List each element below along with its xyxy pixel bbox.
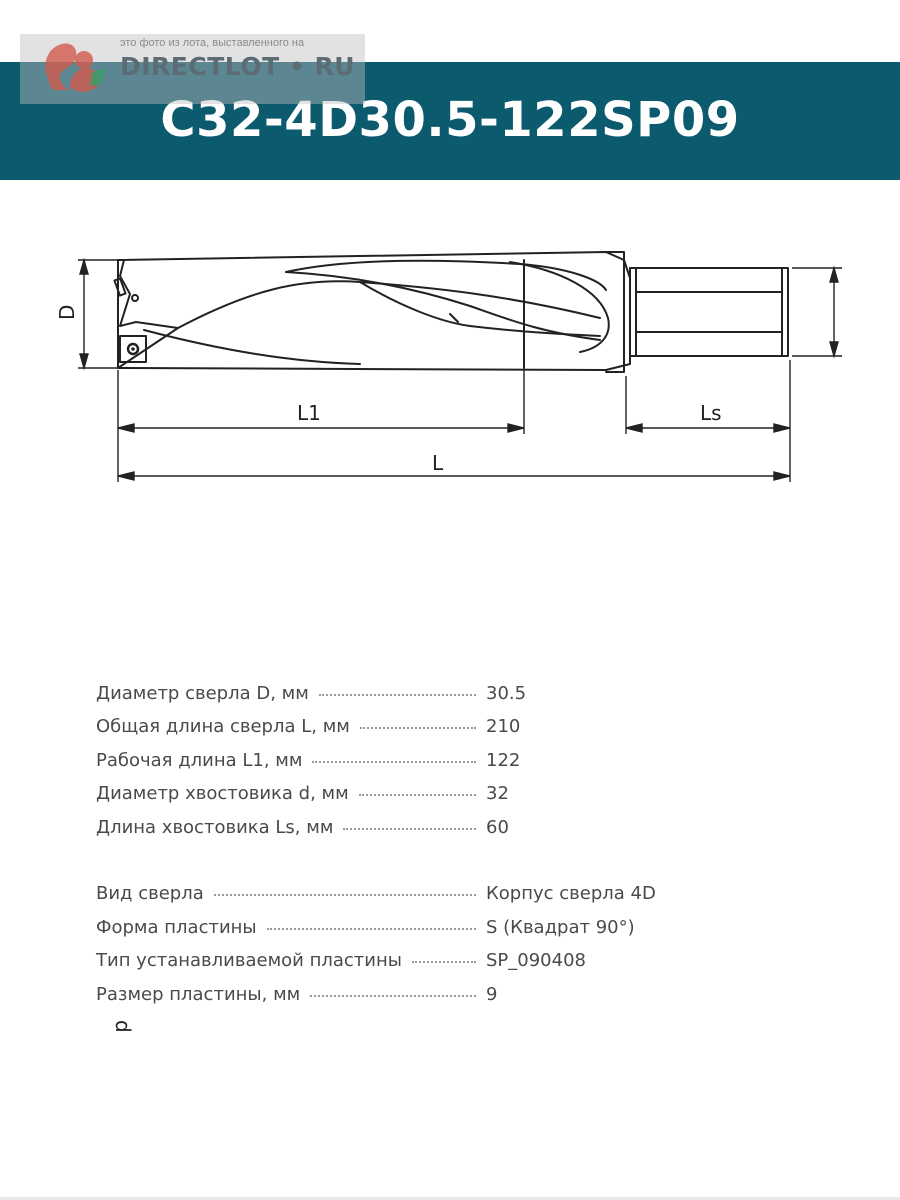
spec-row-shank-diameter <box>96 771 736 805</box>
spec-value: Корпус сверла 4D <box>486 883 656 904</box>
spec-value: SP_090408 <box>486 950 586 971</box>
spec-label: Размер пластины, мм <box>96 983 301 1005</box>
spec-row-total-length <box>96 704 736 738</box>
leader-dots <box>319 694 476 696</box>
page-title: C32-4D30.5-122SP09 <box>160 92 740 148</box>
spec-value: 30.5 <box>486 682 527 704</box>
spec-row-insert-type <box>96 938 736 972</box>
leader-dots <box>412 961 476 963</box>
spec-value: 122 <box>486 749 521 771</box>
spec-label: Тип устанавливаемой пластины <box>96 950 402 971</box>
spec-label: Форма пластины <box>96 916 257 938</box>
spec-value: 9 <box>486 983 498 1005</box>
spec-value: S (Квадрат 90°) <box>486 916 635 938</box>
spec-row-shank-length <box>96 804 736 838</box>
leader-dots <box>343 828 476 830</box>
dimension-label-L: L <box>432 451 444 475</box>
leader-dots <box>359 794 476 796</box>
spec-row-drill-type <box>96 871 736 905</box>
spec-label: Рабочая длина L1, мм <box>96 749 303 771</box>
spec-value: 60 <box>486 816 509 838</box>
dimension-label-D: D <box>55 304 79 320</box>
dimension-label-d: d <box>111 1020 135 1033</box>
spec-label: Общая длина сверла L, мм <box>96 716 350 737</box>
spec-label: Диаметр хвостовика d, мм <box>96 783 349 804</box>
leader-dots <box>312 761 476 763</box>
spec-label: Вид сверла <box>96 883 204 904</box>
leader-dots <box>310 995 476 997</box>
group-spacer <box>96 838 736 871</box>
spec-row-insert-shape <box>96 904 736 938</box>
dimension-label-Ls: Ls <box>700 401 722 425</box>
spec-value: 210 <box>486 716 521 737</box>
spec-row-drill-diameter <box>96 670 736 704</box>
squirrel-logo-icon <box>40 38 112 96</box>
leader-dots <box>360 727 476 729</box>
dimension-label-L1: L1 <box>297 401 321 425</box>
spec-row-working-length <box>96 737 736 771</box>
spec-label: Длина хвостовика Ls, мм <box>96 816 334 838</box>
watermark-caption: это фото из лота, выставленного на <box>120 37 305 49</box>
watermark-brand: DIRECTLOT • RU <box>120 52 356 81</box>
specifications-list <box>96 670 736 1005</box>
leader-dots <box>214 894 476 896</box>
spec-value: 32 <box>486 783 509 804</box>
spec-label: Диаметр сверла D, мм <box>96 682 309 704</box>
spec-row-insert-size <box>96 971 736 1005</box>
leader-dots <box>267 928 476 930</box>
